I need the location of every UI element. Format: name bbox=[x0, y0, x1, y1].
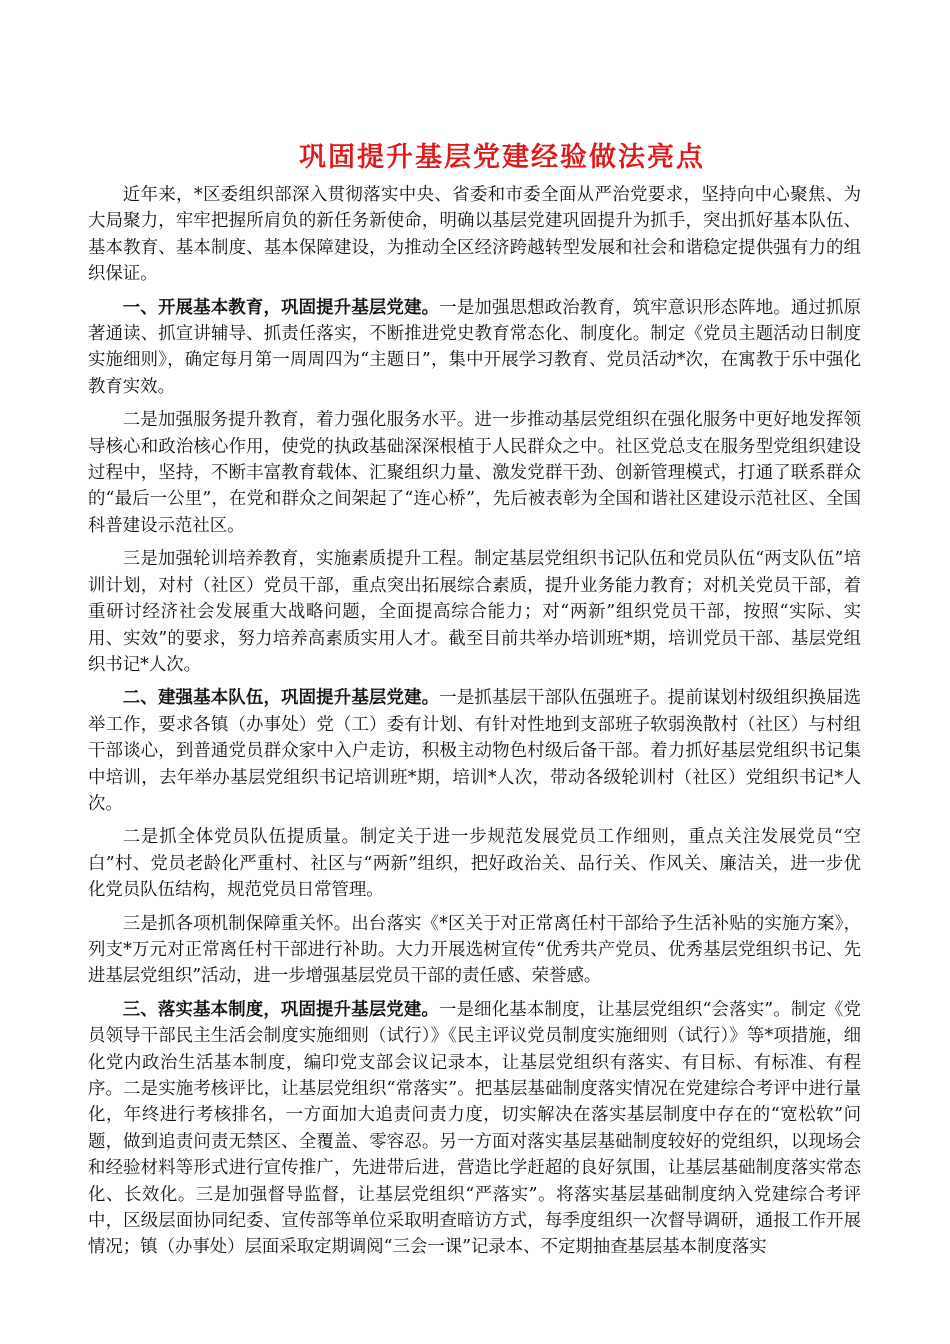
section-heading: 三、落实基本制度，巩固提升基层党建。 bbox=[122, 999, 439, 1020]
paragraph-text: 近年来，*区委组织部深入贯彻落实中央、省委和市委全面从严治党要求，坚持向中心聚焦、为大局聚力，牢牢把握所肩负的新任务新使命，明确以基层党建巩固提升为抓手，突出抓好基本队伍、基本教育、基本制度、基本保障建设，为推动全区经济跨越转型发展和社会和谐稳定提供强有力的组织保证。 bbox=[88, 185, 861, 285]
paragraph bbox=[88, 997, 861, 1261]
paragraph-text: 一是加强思想政治教育，筑牢意识形态阵地。通过抓原著通读、抓宣讲辅导、抓责任落实，不断推进党史教育常态化、制度化。制定《党员主题活动日制度实施细则》，确定每月第一周周四为“主题日”，集中开展学习教育、党员活动*次，在寓教于乐中强化教育实效。 bbox=[88, 297, 861, 397]
paragraph-text: 二是抓全体党员队伍提质量。制定关于进一步规范发展党员工作细则，重点关注发展党员“空白”村、党员老龄化严重村、社区与“两新”组织，把好政治关、品行关、作风关、廉洁关，进一步优化党员队伍结构，规范党员日常管理。 bbox=[88, 827, 861, 901]
paragraph-text: 一是抓基层干部队伍强班子。提前谋划村级组织换届选举工作，要求各镇（办事处）党（工）委有计划、有针对性地到支部班子软弱涣散村（社区）与村组干部谈心，到普通党员群众家中入户走访，积极主动物色村级后备干部。着力抓好基层党组织书记集中培训，去年举办基层党组织书记培训班*期，培训*人次，带动各级轮训村（社区）党组织书记*人次。 bbox=[88, 688, 861, 814]
paragraph bbox=[88, 546, 861, 678]
paragraph bbox=[88, 824, 861, 903]
paragraph bbox=[88, 182, 861, 288]
document-title: 巩固提升基层党建经验做法亮点 bbox=[299, 142, 705, 173]
paragraph bbox=[88, 295, 861, 401]
paragraph-text: 二是加强服务提升教育，着力强化服务水平。进一步推动基层党组织在强化服务中更好地发挥领导核心和政治核心作用，使党的执政基础深深根植于人民群众之中。社区党总支在服务型党组织建设过程中，坚持，不断丰富教育载体、汇聚组织力量、激发党群干劲、创新管理模式，打通了联系群众的“最后一公里”，在党和群众之间架起了“连心桥”，先后被表彰为全国和谐社区建设示范社区、全国科普建设示范社区。 bbox=[88, 410, 861, 536]
paragraph-text: 三是抓各项机制保障重关怀。出台落实《*区关于对正常离任村干部给予生活补贴的实施方案》，列支*万元对正常离任村干部进行补助。大力开展选树宣传“优秀共产党员、优秀基层党组织书记、先进基层党组织”活动，进一步增强基层党员干部的责任感、荣誉感。 bbox=[88, 913, 861, 987]
paragraph bbox=[88, 685, 861, 817]
section-heading: 一、开展基本教育，巩固提升基层党建。 bbox=[122, 297, 440, 318]
paragraph-text: 三是加强轮训培养教育，实施素质提升工程。制定基层党组织书记队伍和党员队伍“两支队伍”培训计划，对村（社区）党员干部，重点突出拓展综合素质，提升业务能力教育；对机关党员干部，着重研讨经济社会发展重大战略问题，全面提高综合能力；对“两新”组织党员干部，按照“实际、实用、实效”的要求，努力培养高素质实用人才。截至目前共举办培训班*期，培训党员干部、基层党组织书记*人次。 bbox=[88, 549, 861, 675]
document-body bbox=[88, 182, 861, 1268]
paragraph bbox=[88, 407, 861, 539]
paragraph-text: 一是细化基本制度，让基层党组织“会落实”。制定《党员领导干部民主生活会制度实施细则（试行）》《民主评议党员制度实施细则（试行）》等*项措施，细化党内政治生活基本制度，编印党支部会议记录本，让基层党组织有落实、有目标、有标准、有程序。二是实施考核评比，让基层党组织“常落实”。把基层基础制度落实情况在党建综合考评中进行量化，年终进行考核排名，一方面加大追责问责力度，切实解决在落实基层制度中存在的“宽松软”问题，做到追责问责无禁区、全覆盖、零容忍。另一方面对落实基层基础制度较好的党组织，以现场会和经验材料等形式进行宣传推广，先进带后进，营造比学赶超的良好氛围，让基层基础制度落实常态化、长效化。三是加强督导监督，让基层党组织“严落实”。将落实基层基础制度纳入党建综合考评中，区级层面协同纪委、宣传部等单位采取明查暗访方式，每季度组织一次督导调研，通报工作开展情况；镇（办事处）层面采取定期调阅“三会一课”记录本、不定期抽查基层基本制度落实 bbox=[88, 999, 861, 1258]
section-heading: 二、建强基本队伍，巩固提升基层党建。 bbox=[122, 688, 440, 709]
paragraph bbox=[88, 911, 861, 990]
